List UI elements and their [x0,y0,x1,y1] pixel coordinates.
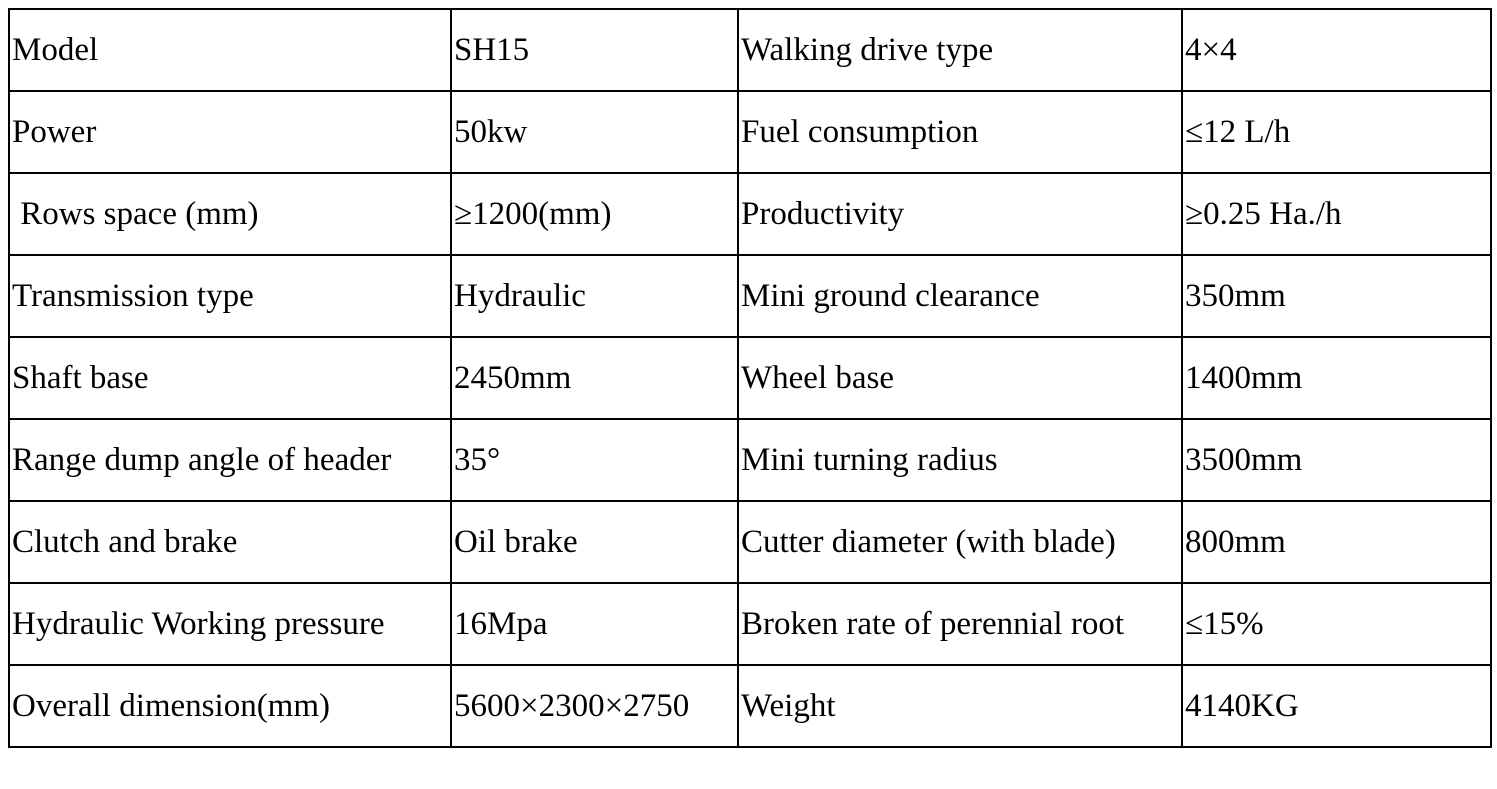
table-row [9,337,1491,419]
spec-label-cell: Transmission type [9,255,451,337]
spec-value-cell: 5600×2300×2750 [451,665,738,747]
spec-label-cell: Fuel consumption [738,91,1182,173]
spec-value-cell: 4×4 [1182,9,1491,91]
table-row [9,9,1491,91]
spec-label-cell: Cutter diameter (with blade) [738,501,1182,583]
spec-label-cell: Overall dimension(mm) [9,665,451,747]
spec-value-cell: 800mm [1182,501,1491,583]
spec-label-cell: Broken rate of perennial root [738,583,1182,665]
spec-table [8,8,1492,748]
spec-label-cell: Mini turning radius [738,419,1182,501]
table-row [9,583,1491,665]
spec-value-cell: Hydraulic [451,255,738,337]
spec-label-cell: Mini ground clearance [738,255,1182,337]
table-row [9,419,1491,501]
table-row [9,91,1491,173]
spec-value-cell: 4140KG [1182,665,1491,747]
spec-value-cell: ≤15% [1182,583,1491,665]
spec-label-cell: Shaft base [9,337,451,419]
spec-value-cell: 16Mpa [451,583,738,665]
spec-value-cell: SH15 [451,9,738,91]
spec-value-cell: ≥1200(mm) [451,173,738,255]
spec-label-cell: Productivity [738,173,1182,255]
spec-value-cell: 1400mm [1182,337,1491,419]
spec-value-cell: 35° [451,419,738,501]
spec-label-cell: Weight [738,665,1182,747]
spec-value-cell: 50kw [451,91,738,173]
spec-label-cell: Power [9,91,451,173]
spec-label-cell: Clutch and brake [9,501,451,583]
spec-label-cell: Wheel base [738,337,1182,419]
spec-value-cell: ≤12 L/h [1182,91,1491,173]
table-row [9,173,1491,255]
spec-value-cell: 2450mm [451,337,738,419]
table-row [9,501,1491,583]
spec-label-cell: Walking drive type [738,9,1182,91]
spec-label-cell: Rows space (mm) [9,173,451,255]
table-row [9,665,1491,747]
spec-value-cell: 350mm [1182,255,1491,337]
spec-label-cell: Hydraulic Working pressure [9,583,451,665]
spec-value-cell: 3500mm [1182,419,1491,501]
spec-value-cell: ≥0.25 Ha./h [1182,173,1491,255]
spec-label-cell: Model [9,9,451,91]
spec-value-cell: Oil brake [451,501,738,583]
table-row [9,255,1491,337]
spec-label-cell: Range dump angle of header [9,419,451,501]
